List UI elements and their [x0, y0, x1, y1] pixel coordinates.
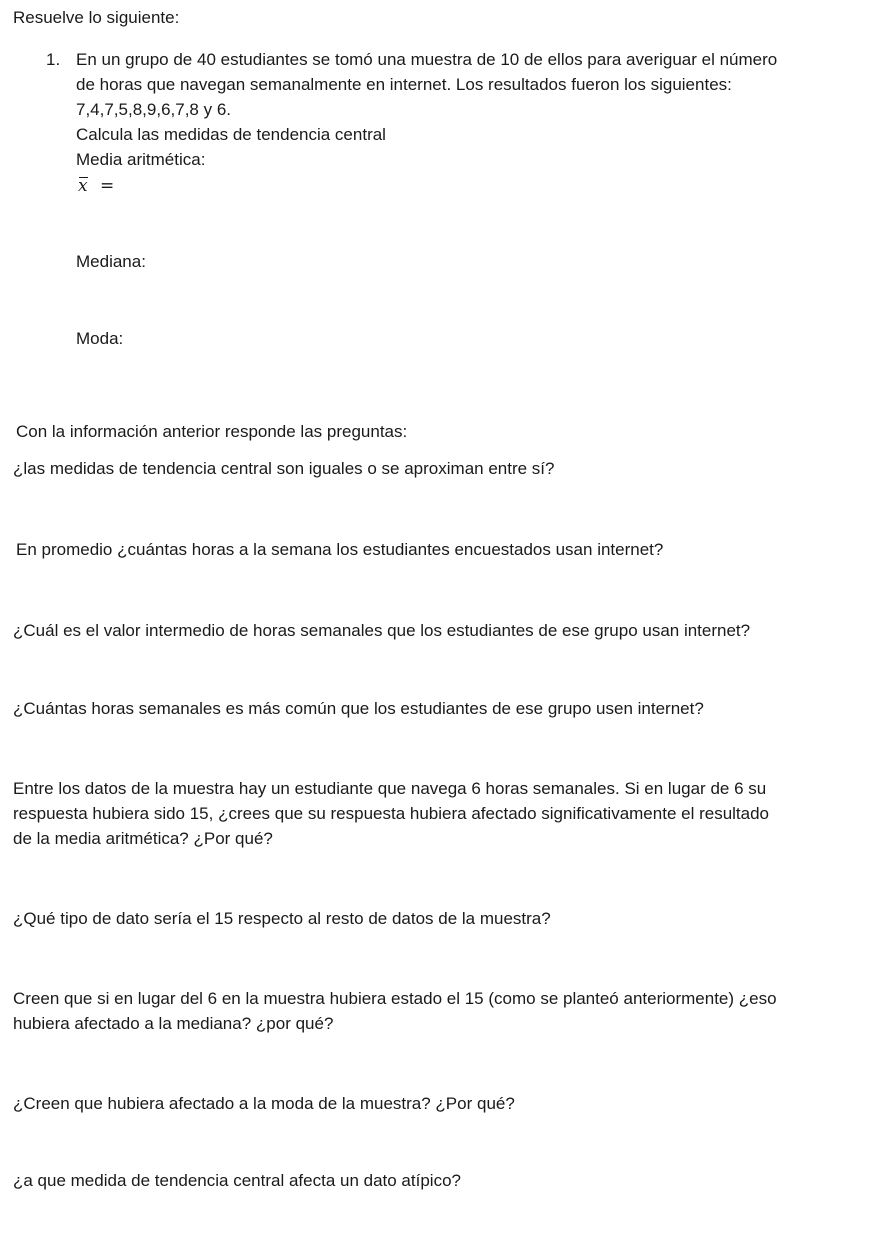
exercise-instruction: Calcula las medidas de tendencia central [76, 125, 386, 144]
question-4: ¿Cuántas horas semanales es más común que los estudiantes de ese grupo usen internet? [13, 699, 704, 718]
mode-label: Moda: [76, 329, 124, 348]
mean-label: Media aritmética: [76, 150, 206, 169]
worksheet-header: Resuelve lo siguiente: [13, 8, 180, 27]
question-1: ¿las medidas de tendencia central son iguales o se aproximan entre sí? [13, 459, 555, 478]
questions-intro: Con la información anterior responde las preguntas: [16, 422, 408, 441]
question-5-line-2: respuesta hubiera sido 15, ¿crees que su respuesta hubiera afectado significativamente el resultado [13, 804, 770, 823]
question-7-line-2: hubiera afectado a la mediana? ¿por qué? [13, 1014, 334, 1033]
question-5-line-3: de la media aritmética? ¿Por qué? [13, 829, 273, 848]
question-7-line-1: Creen que si en lugar del 6 en la muestra hubiera estado el 15 (como se planteó anteriormente) ¿eso [13, 989, 777, 1008]
exercise-statement-line-2: de horas que navegan semanalmente en internet. Los resultados fueron los siguientes: [76, 75, 732, 94]
exercise-number: 1. [46, 50, 61, 69]
question-3: ¿Cuál es el valor intermedio de horas semanales que los estudiantes de ese grupo usan internet? [13, 621, 751, 640]
exercise-data-values: 7,4,7,5,8,9,6,7,8 y 6. [76, 100, 232, 119]
exercise-statement-line-1: En un grupo de 40 estudiantes se tomó una muestra de 10 de ellos para averiguar el número [76, 50, 778, 69]
median-label: Mediana: [76, 252, 146, 271]
question-5-line-1: Entre los datos de la muestra hay un estudiante que navega 6 horas semanales. Si en lugar de 6 su [13, 779, 767, 798]
question-8: ¿Creen que hubiera afectado a la moda de la muestra? ¿Por qué? [13, 1094, 515, 1113]
mean-formula [78, 175, 114, 197]
question-6: ¿Qué tipo de dato sería el 15 respecto al resto de datos de la muestra? [13, 909, 551, 928]
question-2: En promedio ¿cuántas horas a la semana los estudiantes encuestados usan internet? [16, 540, 664, 559]
question-9: ¿a que medida de tendencia central afecta un dato atípico? [13, 1171, 461, 1190]
x-bar-symbol: x [78, 176, 88, 196]
mean-equals-sign: = [100, 176, 115, 196]
